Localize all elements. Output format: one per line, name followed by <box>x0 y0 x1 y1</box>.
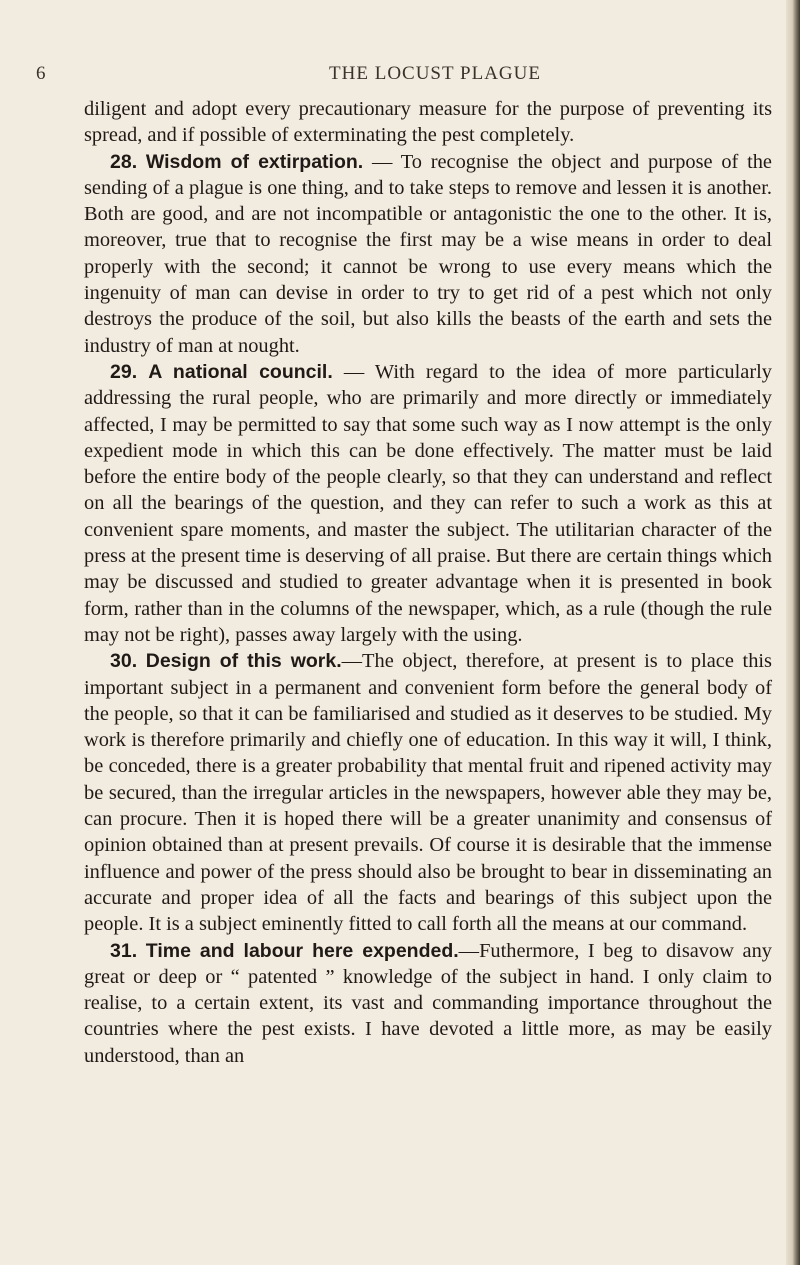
paragraph-28 <box>84 149 772 359</box>
paragraph-29 <box>84 359 772 648</box>
section-title: Design of this work. <box>145 650 342 673</box>
section-number: 29. <box>110 360 138 383</box>
body-text <box>84 96 772 1069</box>
running-head: THE LOCUST PLAGUE <box>329 63 541 84</box>
section-title: A national council. <box>148 360 333 383</box>
paragraph-text: — With regard to the idea of more particularly addressing the rural people, who are primarily and more directly or immediately affected, I may be permitted to say that some such way as I now attempt is the only expedient mode in which this can be done effectively. The matter must be laid before the entire body of the people clearly, so that they can understand and reflect on all the bearings of the question, and they can refer to such a work as this at convenient spare moments, and master the subject. The utilitarian character of the press at the present time is deserving of all praise. But there are certain things which may be discussed and studied to greater advantage when it is presented in book form, rather than in the columns of the newspaper, which, as a rule (though the rule may not be right), passes away largely with the using. <box>84 360 772 646</box>
paragraph-text: — To recognise the object and purpose of the sending of a plague is one thing, and to take steps to remove and lessen it is another. Both are good, and are not incompatible or antagonistic the one to the other. It is, moreover, true that to recognise the first may be a wise means in order to deal properly with the second; it cannot be wrong to use every means which the ingenuity of man can devise in order to try to get rid of a pest which not only destroys the produce of the soil, but also kills the beasts of the earth and sets the industry of man at nought. <box>84 150 772 357</box>
section-title: Time and labour here expended. <box>145 939 459 962</box>
page-number: 6 <box>36 63 46 84</box>
paragraph-text: diligent and adopt every precautionary measure for the purpose of preventing its spread, and if possible of exterminating the pest completely. <box>84 98 772 147</box>
paragraph-text: —Futhermore, I beg to disavow any great or deep or “ patented ” knowledge of the subject in hand. I only claim to realise, to a certain extent, its vast and commanding importance throughout the countries where the pest exists. I have devoted a little more, as may be easily understood, than an <box>84 939 773 1067</box>
section-number: 28. <box>110 150 138 173</box>
section-number: 30. <box>110 650 138 673</box>
paragraph-31 <box>84 938 772 1069</box>
page-edge-shadow <box>786 0 800 1265</box>
paragraph-30 <box>84 648 772 937</box>
section-number: 31. <box>110 939 138 962</box>
section-title: Wisdom of extirpation. <box>145 150 364 173</box>
paragraph-text: —The object, therefore, at present is to place this important subject in a permanent and convenient form before the general body of the people, so that it can be familiarised and studied as it deserves to be studied. My work is therefore primarily and chiefly one of education. In this way it will, I think, be conceded, there is a greater probability that mental fruit and ripened activity may be secured, than the irregular articles in the newspapers, however able they may be, can procure. Then it is hoped there will be a greater unanimity and consensus of opinion obtained than at present prevails. Of course it is desirable that the immense influence and power of the press should also be brought to bear in disseminating an accurate and proper idea of all the facts and bearings of this subject upon the people. It is a subject eminently fitted to call forth all the means at our command. <box>84 650 772 936</box>
paragraph-continuation <box>84 96 772 149</box>
page-header <box>0 48 800 88</box>
